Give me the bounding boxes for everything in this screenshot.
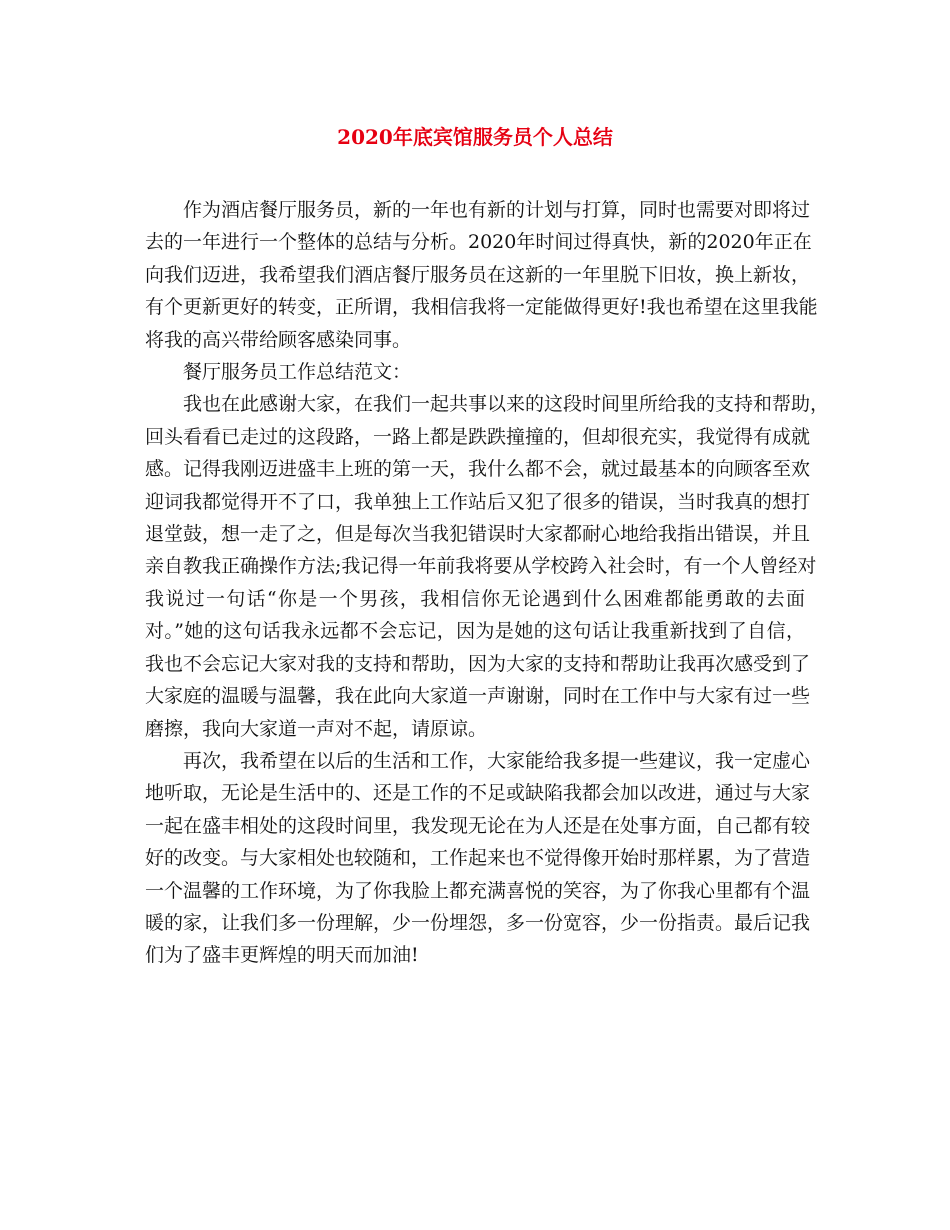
text-line: 大家庭的温暖与温馨，我在此向大家道一声谢谢，同时在工作中与大家有过一些	[145, 685, 811, 708]
text-line: 亲自教我正确操作方法;我记得一年前我将要从学校跨入社会时，有一个人曾经对	[145, 555, 817, 578]
text-line: 向我们迈进，我希望我们酒店餐厅服务员在这新的一年里脱下旧妆，换上新妆，	[145, 263, 811, 286]
text-line: 感。记得我刚迈进盛丰上班的第一天，我什么都不会，就过最基本的向顾客至欢	[145, 458, 811, 481]
text-line: 好的改变。与大家相处也较随和，工作起来也不觉得像开始时那样累，为了营造	[145, 847, 811, 870]
text-line: 回头看看已走过的这段路，一路上都是跌跌撞撞的，但却很充实，我觉得有成就	[145, 425, 811, 448]
paragraph-thanks	[145, 388, 830, 744]
text-line: 一个温馨的工作环境，为了你我脸上都充满喜悦的笑容，为了你我心里都有个温	[145, 879, 811, 902]
document-title: 2020年底宾馆服务员个人总结	[337, 125, 613, 149]
text-line: 暖的家，让我们多一份理解，少一份埋怨，多一份宽容，少一份指责。最后记我	[145, 911, 811, 934]
paragraph-subheading	[145, 356, 805, 388]
paragraph-intro	[145, 194, 818, 356]
text-line: 去的一年进行一个整体的总结与分析。2020年时间过得真快，新的2020年正在	[145, 231, 812, 254]
text-line: 作为酒店餐厅服务员，新的一年也有新的计划与打算，同时也需要对即将过	[183, 199, 811, 221]
text-line: 我说过一句话“你是一个男孩，我相信你无论遇到什么困难都能勇敢的去面	[145, 587, 805, 610]
document-body	[145, 194, 830, 972]
text-line: 我也在此感谢大家，在我们一起共事以来的这段时间里所给我的支持和帮助，	[183, 393, 830, 416]
text-line: 有个更新更好的转变，正所谓，我相信我将一定能做得更好!我也希望在这里我能	[145, 296, 818, 319]
text-line: 地听取，无论是生活中的、还是工作的不足或缺陷我都会加以改进，通过与大家	[145, 782, 811, 805]
text-line: 对。”她的这句话我永远都不会忘记，因为是她的这句话让我重新找到了自信，	[145, 620, 805, 643]
text-line: 们为了盛丰更辉煌的明天而加油!	[145, 944, 419, 967]
text-line: 我也不会忘记大家对我的支持和帮助，因为大家的支持和帮助让我再次感受到了	[145, 652, 811, 675]
text-line: 再次，我希望在以后的生活和工作，大家能给我多提一些建议，我一定虚心	[183, 749, 811, 772]
paragraph-closing	[145, 745, 811, 972]
text-line: 一起在盛丰相处的这段时间里，我发现无论在为人还是在处事方面，自己都有较	[145, 814, 811, 837]
text-line: 磨擦，我向大家道一声对不起，请原谅。	[145, 717, 488, 740]
text-line: 退堂鼓，想一走了之，但是每次当我犯错误时大家都耐心地给我指出错误，并且	[145, 523, 811, 546]
text-line: 迎词我都觉得开不了口，我单独上工作站后又犯了很多的错误，当时我真的想打	[145, 490, 811, 513]
text-line: 餐厅服务员工作总结范文：	[183, 361, 412, 384]
text-line: 将我的高兴带给顾客感染同事。	[145, 328, 412, 351]
